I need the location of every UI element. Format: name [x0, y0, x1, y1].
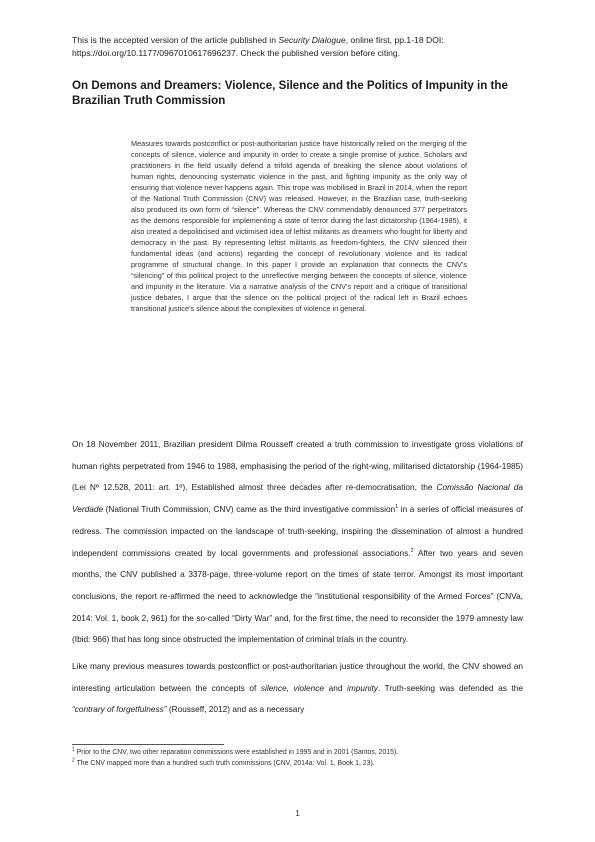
body-paragraph-1	[72, 434, 523, 651]
footnote-1	[72, 748, 523, 759]
p1-text-c: (National Truth Commission, CNV) came as the third investigative commission	[103, 504, 396, 515]
p1-text-a: On 18 November 2011, Brazilian president Dilma Rousseff created a truth commission to investigate gross violations of human rights perpetrated from 1946 to 1988, emphasising the period of the right-wing, militarised dictatorship (1964-1985) (Lei Nº 12.528, 2011: art. 1º). Established almost three decades after re-democratisation, the	[72, 439, 523, 493]
footnotes	[72, 748, 523, 769]
p2-text-c: and	[324, 682, 347, 693]
p2-text-e: . Truth-seeking was defended as the	[377, 682, 523, 693]
p2-silence-violence: silence, violence	[260, 682, 325, 693]
footnote-2	[72, 759, 523, 770]
footnote-separator	[72, 744, 224, 745]
p2-quote: “contrary of forgetfulness”	[72, 704, 167, 715]
p2-text-a: Like many previous measures towards postconflict or post-authoritarian justice throughout the world, the CNV showed an interesting articulation between the concepts of	[72, 661, 523, 693]
footnote-ref-1[interactable]: 1	[395, 504, 399, 511]
footnote-ref-2[interactable]: 2	[410, 547, 414, 554]
journal-name: Security Dialogue	[278, 35, 346, 45]
body-paragraph-2	[72, 656, 523, 721]
page-number: 1	[295, 808, 300, 818]
accepted-version-notice	[72, 34, 532, 60]
footnote-text-1: Prior to the CNV, two other reparation commissions were established in 1995 and in 2001 (Santos, 2015).	[74, 749, 399, 756]
article-title: On Demons and Dreamers: Violence, Silence and the Politics of Impunity in the Brazilian Truth Commission	[72, 79, 508, 107]
p1-text-e: After two years and seven months, the CNV published a 3378-page, three-volume report on the times of state terror. Amongst its most important conclusions, the report re-affirmed the need to acknowledge the “institutional responsibility of the Armed Forces” (CNVa, 2014: Vol. 1, book 2, 961) for the so-called “Dirty War” and, for the first time, the need to reconsider the 1979 amnesty law (Ibid: 966) that has long since obstructed the implementation of criminal trials in the country.	[72, 547, 523, 645]
p2-text-g: (Rousseff, 2012) and as a necessary	[166, 704, 305, 715]
p1-commission-name: Comissão Nacional da Verdade	[72, 482, 523, 515]
notice-text-post: , online first, pp.1-18 DOI: https://doi.org/10.1177/0967010617696237. Check the published version before citing.	[72, 35, 444, 58]
notice-text-pre: This is the accepted version of the article published in	[72, 35, 279, 45]
footnote-mark-1: 1	[72, 746, 75, 753]
p2-impunity: impunity	[347, 682, 378, 693]
abstract: Measures towards postconflict or post-authoritarian justice have historically relied on the merging of the concepts of silence, violence and impunity in order to create a single promise of justice. Scholars and practitioners in the field usually defend a trifold agenda of breaking the silence about violations of human rights, denouncing systematic violence in the past, and fighting impunity as the only way of ensuring that violence never happens again. This trope was mobilised in Brazil in 2014, when the report of the National Truth Commission (CNV) was released. However, in the Brazilian case, truth-seeking also produced its own form of “silence”. Whereas the CNV commendably denounced 377 perpetrators as the demons responsible for implementing a state of terror during the last dictatorship (1964-1985), it also created a depoliticised and victimised idea of leftist militants as dreamers who fought for liberty and democracy in the past. By representing leftist militants as freedom-fighters, the CNV silenced their fundamental ideas (and actions) regarding the concept of revolutionary violence and its radical programme of structural change. In this paper I provide an explanation that connects the CNV’s “silencing” of this political project to the unreflective merging between the concepts of silence, violence and impunity in the literature. Via a narrative analysis of the CNV’s report and a critique of transitional justice debates, I argue that the silence on the political project of the radical left in Brazil echoes transitional justice’s silence about the complexities of violence in general.	[131, 139, 467, 313]
p1-text-d: in a series of official measures of redress. The commission impacted on the landscape of truth-seeking, inspiring the dissemination of almost a hundred independent commissions created by local governments and professional associations.	[72, 504, 523, 558]
footnote-mark-2: 2	[72, 757, 75, 764]
footnote-text-2: The CNV mapped more than a hundred such truth commissions (CNV, 2014a: Vol. 1, Book 1, 23).	[74, 759, 375, 767]
